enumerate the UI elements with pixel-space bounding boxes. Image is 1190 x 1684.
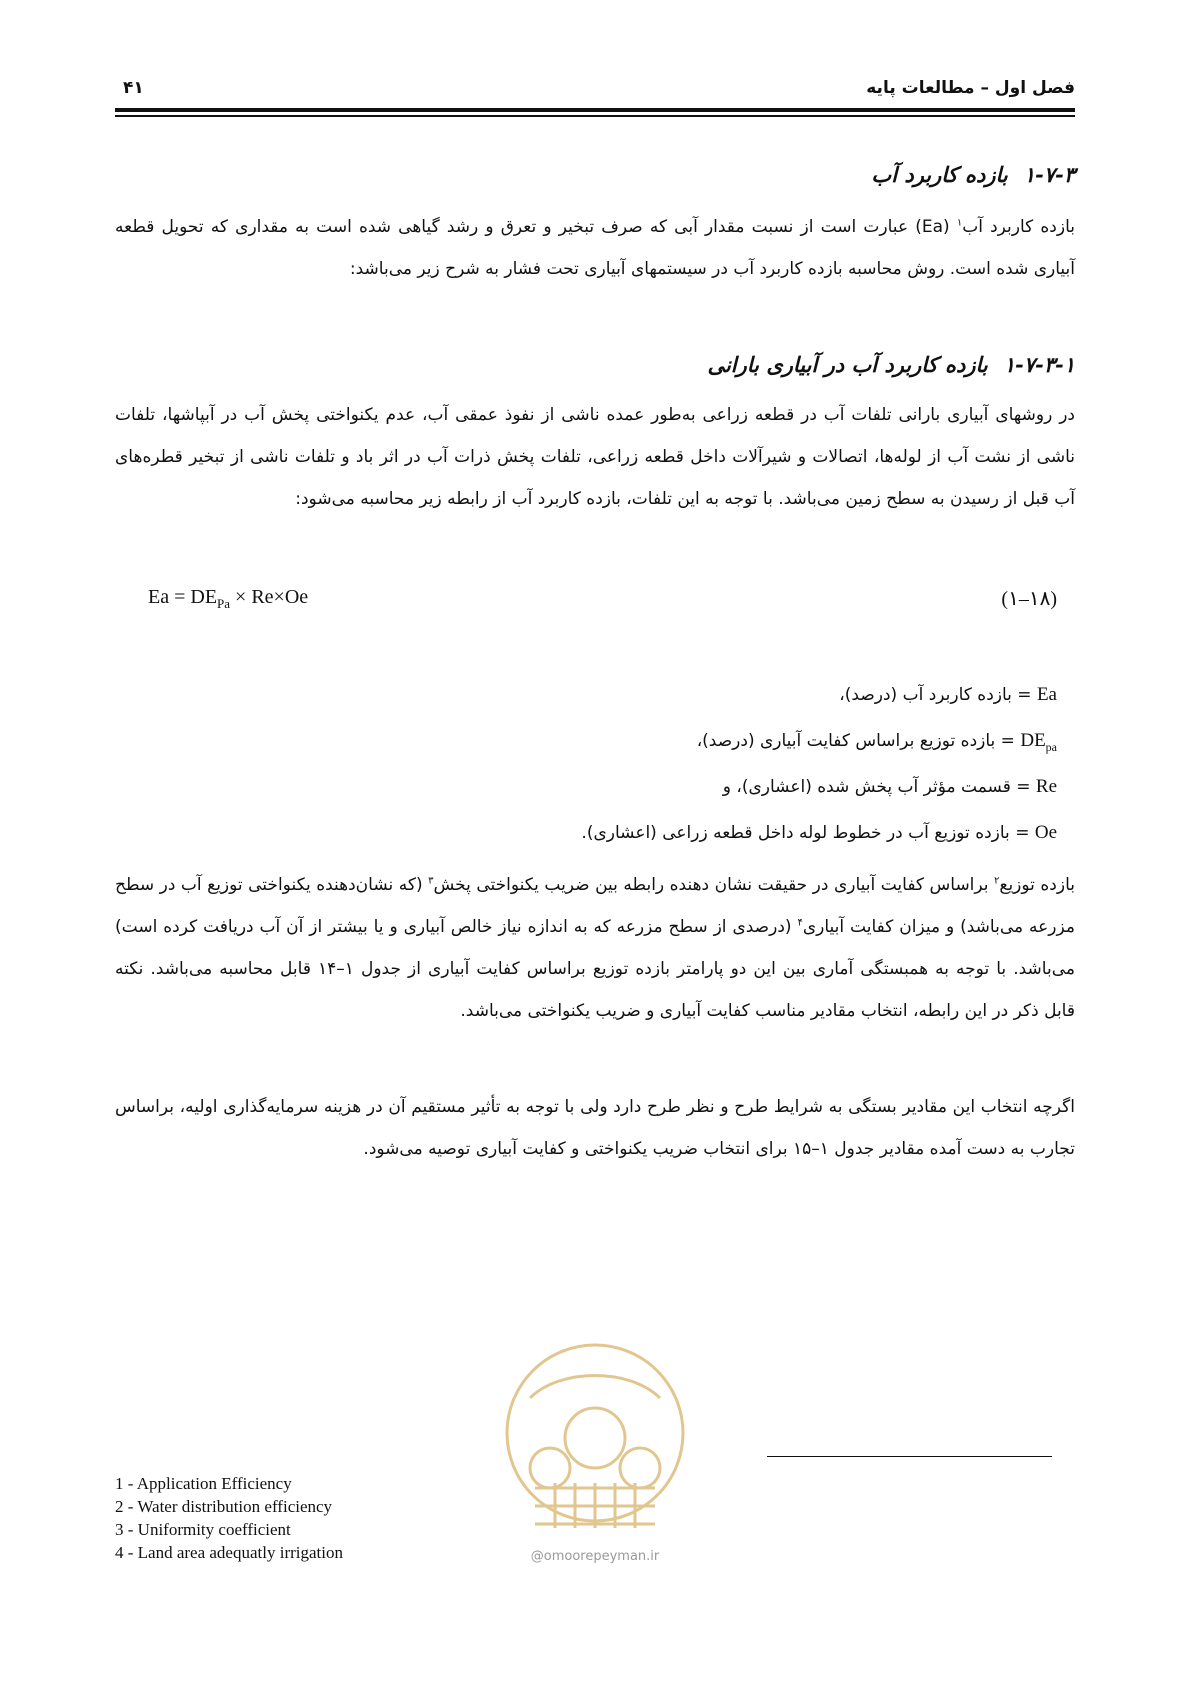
definition-ea [839,684,1057,706]
equation [148,586,308,612]
watermark-logo [490,1338,700,1568]
footnote-4: 4 - Land area adequatly irrigation [115,1543,343,1562]
definition-symbol [1020,730,1057,754]
definition-text: = بازده توزیع آب در خطوط لوله داخل قطعه زراعی (اعشاری). [581,823,1035,843]
subsection-number: ۱-۷-۳-۱ [1003,352,1075,377]
equation-rhs: × Re×Oe [230,586,309,608]
page-header [115,72,1075,112]
definition-symbol: Oe [1034,822,1057,843]
paragraph-text: (درصدی از سطح مزرعه که به اندازه نیاز خالص آبیاری و یا بیشتر از آن آب دریافت کرده است) می‌باشد. با توجه به همبستگی آماری بین این دو پارامتر بازده توزیع براساس کفایت آبیاری از جدول ۱–۱۴ قابل محاسبه می‌باشد. نکته قابل ذکر در این رابطه، انتخاب مقادیر مناسب کفایت آبیاری و ضریب یکنواختی می‌باشد. [115,917,1075,1021]
footnote-2: 2 - Water distribution efficiency [115,1497,333,1516]
page-number: ۴۱ [123,78,144,98]
paragraph-text: بازده توزیع [999,875,1075,895]
definition-re [723,776,1057,798]
definition-text: = قسمت مؤثر آب پخش شده (اعشاری)، و [722,777,1036,797]
definition-symbol-base: DE [1020,730,1046,751]
footnote-3: 3 - Uniformity coefficient [115,1520,291,1539]
chapter-title: فصل اول – مطالعات پایه [866,78,1075,98]
paragraph-selection: اگرچه انتخاب این مقادیر بستگی به شرایط طرح و نظر طرح دارد ولی با توجه به تأثیر مستقیم آن در هزینه سرمایه‌گذاری اولیه، براساس تجارب به دست آمده مقادیر جدول ۱–۱۵ برای انتخاب ضریب یکنواختی و کفایت آبیاری توصیه می‌شود. [115,1097,1075,1159]
paragraph-text: (Ea) عبارت است از نسبت مقدار آبی که صرف تبخیر و تعرق و رشد گیاهی شده است به مقداری که تحویل قطعه آبیاری شده است. روش محاسبه بازده کاربرد آب در سیستمهای آبیاری تحت فشار به شرح زیر می‌باشد: [115,217,1075,279]
section-title: بازده کاربرد آب [871,162,1008,187]
definition-text: = بازده توزیع براساس کفایت آبیاری (درصد)، [696,731,1021,751]
subsection-heading [707,352,1075,377]
subsection-title: بازده کاربرد آب در آبیاری بارانی [707,352,988,377]
footnote-ref-4: ۴ [797,917,803,929]
paragraph-text: براساس کفایت آبیاری در حقیقت نشان دهنده رابطه بین ضریب یکنواختی پخش [433,875,995,895]
paragraph-intro [115,206,1075,290]
section-heading [871,162,1075,187]
header-rule-thick [115,108,1075,112]
footnote-rule [767,1456,1052,1457]
definition-oe [581,822,1057,844]
definition-text: = بازده کاربرد آب (درصد)، [839,685,1037,705]
footnote-ref-3: ۳ [428,875,434,887]
footnote-1: 1 - Application Efficiency [115,1474,292,1493]
footnote-ref-1: ۱ [956,217,963,229]
paragraph-losses: در روشهای آبیاری بارانی تلفات آب در قطعه زراعی به‌طور عمده ناشی از نفوذ عمقی آب، عدم یکنواختی پخش آب در آبپاشها، تلفات ناشی از نشت آب از لوله‌ها، اتصالات و شیرآلات داخل قطعه زراعی، تلفات پخش ذرات آب در اثر باد و تلفات ناشی از تبخیر قطره‌های آب قبل از رسیدن به سطح زمین می‌باشد. با توجه به این تلفات، بازده کاربرد آب از رابطه زیر محاسبه می‌شود: [115,405,1075,509]
definition-symbol: Ea [1036,684,1057,705]
paragraph-distribution [115,864,1075,1032]
paragraph-text: بازده کاربرد آب [962,217,1075,237]
paragraph-text: (که نشان‌دهنده یکنواختی توزیع آب در سطح مزرعه می‌باشد) و میزان کفایت آبیاری [115,875,1075,937]
section-number: ۱-۷-۳ [1023,162,1075,187]
footnote-ref-2: ۲ [994,875,1000,887]
equation-lhs: Ea = DE [148,586,218,608]
definition-symbol-sub: pa [1045,739,1057,754]
equation-subscript: Pa [217,596,231,611]
equation-number: (۱۸–۱) [1001,588,1057,610]
footnotes [115,1472,343,1564]
watermark-url: @omoorepeyman.ir [530,1549,660,1564]
definition-depa [697,730,1057,755]
definition-symbol: Re [1035,776,1057,797]
header-rule-thin [115,115,1075,117]
